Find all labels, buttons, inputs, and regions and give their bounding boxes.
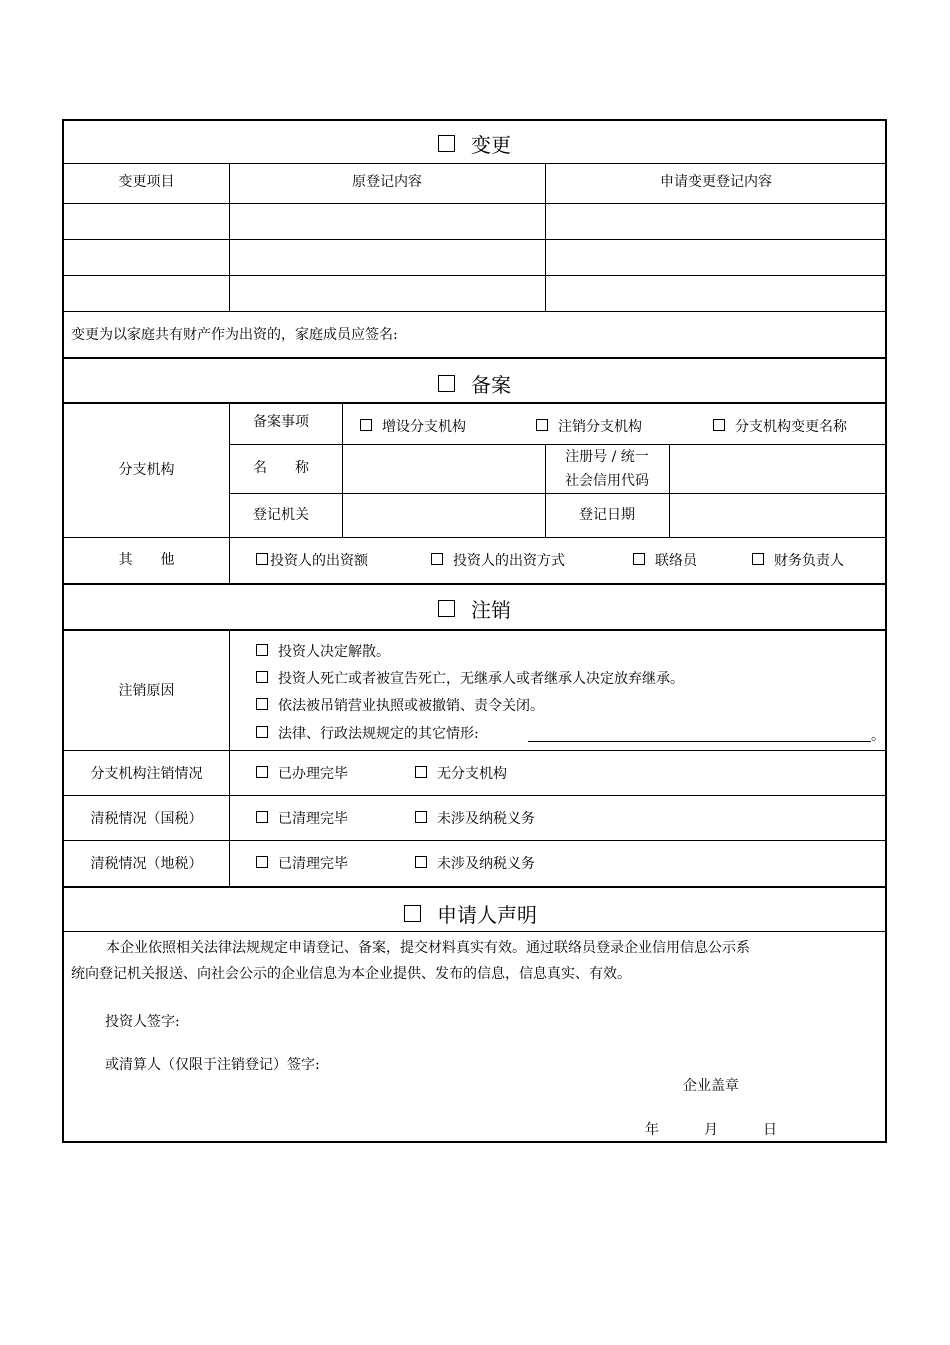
branch-cancel-done[interactable]: 已办理完毕 [256, 765, 348, 783]
checkbox[interactable] [633, 553, 645, 565]
other-label: 其 他 [118, 552, 175, 568]
family-member-note: 变更为以家庭共有财产作为出资的，家庭成员应签名: [71, 327, 398, 343]
divider [64, 750, 885, 751]
checkbox[interactable] [360, 419, 372, 431]
checkbox[interactable] [256, 644, 268, 656]
liquidator-signature-label: 或清算人（仅限于注销登记）签字: [105, 1057, 320, 1073]
date-month-label: 月 [704, 1122, 718, 1138]
change-row-2[interactable] [64, 240, 887, 275]
date-day-label: 日 [763, 1122, 777, 1138]
checkbox[interactable] [256, 811, 268, 823]
divider [64, 583, 885, 585]
option-finance-head[interactable]: 财务负责人 [752, 552, 844, 570]
change-section-title [438, 133, 511, 157]
option-liaison[interactable]: 联络员 [633, 552, 697, 570]
option-investor-method[interactable]: 投资人的出资方式 [431, 552, 565, 570]
reg-no-field[interactable] [670, 445, 887, 493]
cancel-checkbox[interactable] [438, 600, 455, 617]
branch-name-field[interactable] [343, 445, 545, 493]
reason-death[interactable]: 投资人死亡或者被宣告死亡，无继承人或者继承人决定放弃继承。 [256, 670, 684, 688]
original-content-header: 原登记内容 [352, 174, 422, 190]
reg-authority-field[interactable] [343, 494, 545, 537]
divider [64, 795, 885, 796]
national-tax-not-involved[interactable]: 未涉及纳税义务 [415, 810, 535, 828]
cancel-reason-label: 注销原因 [118, 683, 175, 699]
national-tax-label: 清税情况（国税） [90, 811, 203, 827]
change-item-header: 变更项目 [118, 174, 175, 190]
checkbox[interactable] [415, 811, 427, 823]
cancel-section-title [438, 598, 511, 622]
checkbox[interactable] [536, 419, 548, 431]
filing-matter-label: 备案事项 [253, 414, 309, 430]
investor-signature-label: 投资人签字: [105, 1014, 180, 1030]
divider [64, 840, 885, 841]
reg-date-field[interactable] [670, 494, 887, 537]
divider [64, 931, 885, 932]
checkbox[interactable] [256, 766, 268, 778]
checkbox[interactable] [415, 856, 427, 868]
branch-label: 分支机构 [118, 462, 175, 478]
change-title: 变更 [471, 133, 511, 157]
checkbox[interactable] [415, 766, 427, 778]
no-branch[interactable]: 无分支机构 [415, 765, 507, 783]
declaration-text-line-1: 本企业依照相关法律法规规定申请登记、备案，提交材料真实有效。通过联络员登录企业信用信息公示系 [106, 940, 750, 956]
option-rename-branch[interactable]: 分支机构变更名称 [713, 418, 847, 436]
divider [64, 537, 885, 538]
local-tax-label: 清税情况（地税） [90, 856, 203, 872]
divider [64, 163, 885, 164]
checkbox[interactable] [256, 553, 268, 565]
cancel-title: 注销 [471, 598, 511, 622]
declaration-checkbox[interactable] [404, 905, 421, 922]
checkbox[interactable] [256, 698, 268, 710]
reg-date-label: 登记日期 [579, 507, 635, 523]
national-tax-cleared[interactable]: 已清理完毕 [256, 810, 348, 828]
local-tax-not-involved[interactable]: 未涉及纳税义务 [415, 855, 535, 873]
divider [64, 629, 885, 631]
filing-checkbox[interactable] [438, 375, 455, 392]
change-checkbox[interactable] [438, 135, 455, 152]
option-cancel-branch[interactable]: 注销分支机构 [536, 418, 642, 436]
local-tax-cleared[interactable]: 已清理完毕 [256, 855, 348, 873]
checkbox[interactable] [256, 671, 268, 683]
reason-dissolution[interactable]: 投资人决定解散。 [256, 643, 390, 661]
checkbox[interactable] [431, 553, 443, 565]
date-year-label: 年 [645, 1122, 659, 1138]
new-content-header: 申请变更登记内容 [660, 174, 772, 190]
reason-end-mark: 。 [871, 728, 885, 744]
divider [64, 357, 885, 359]
declaration-section-title [404, 903, 537, 927]
option-add-branch[interactable]: 增设分支机构 [360, 418, 466, 436]
reason-revoked[interactable]: 依法被吊销营业执照或被撤销、责令关闭。 [256, 697, 544, 715]
change-row-1[interactable] [64, 204, 887, 239]
reg-authority-label: 登记机关 [253, 507, 309, 523]
divider [64, 311, 885, 312]
other-reason-input[interactable] [528, 741, 871, 742]
checkbox[interactable] [752, 553, 764, 565]
checkbox[interactable] [256, 856, 268, 868]
branch-name-label: 名 称 [253, 460, 309, 476]
divider [64, 886, 885, 888]
filing-section-title [438, 373, 511, 397]
declaration-title: 申请人声明 [437, 903, 537, 927]
divider [64, 402, 885, 404]
column-divider [229, 629, 230, 886]
declaration-text-line-2: 统向登记机关报送、向社会公示的企业信息为本企业提供、发布的信息，信息真实、有效。 [71, 966, 631, 982]
change-row-3[interactable] [64, 276, 887, 311]
reg-no-label-2: 社会信用代码 [565, 473, 649, 489]
filing-title: 备案 [471, 373, 511, 397]
option-investor-amount[interactable]: 投资人的出资额 [256, 552, 368, 570]
checkbox[interactable] [256, 726, 268, 738]
company-seal-label: 企业盖章 [683, 1078, 739, 1094]
registration-form [62, 119, 887, 1143]
reason-other[interactable]: 法律、行政法规规定的其它情形: [256, 725, 479, 743]
reg-no-label-1: 注册号 / 统一 [565, 449, 649, 465]
branch-cancel-status-label: 分支机构注销情况 [90, 766, 203, 782]
checkbox[interactable] [713, 419, 725, 431]
